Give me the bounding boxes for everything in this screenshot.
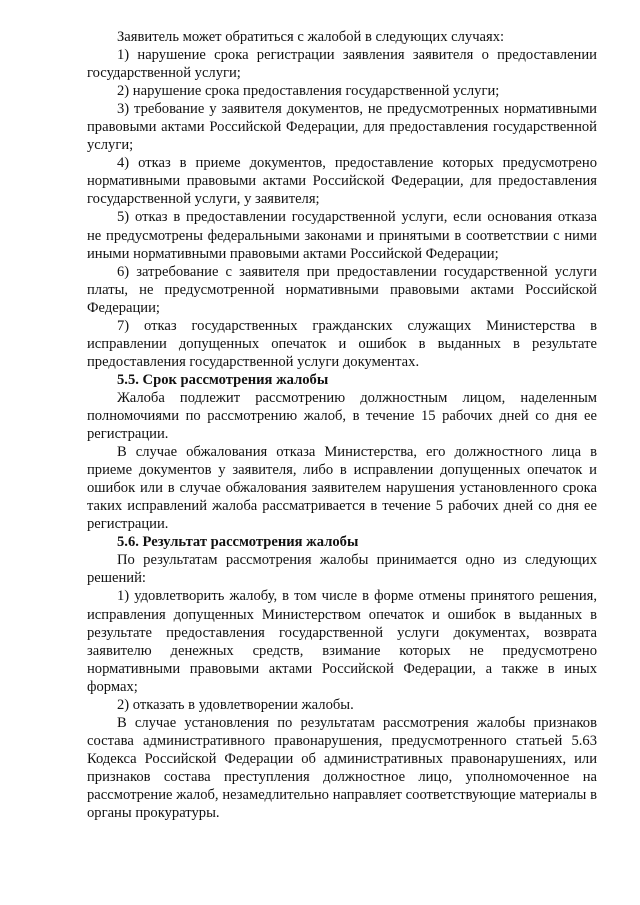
section-heading-5-6: 5.6. Результат рассмотрения жалобы bbox=[117, 534, 359, 551]
decision-option-1: 1) удовлетворить жалобу, в том числе в форме отмены принятого решения, исправления допущенных Министерством опечаток и ошибок в выданных в результате предоставления государственной услуги документах, возврата заявителю денежных средств, взимание которых не предусмотрено нормативными правовыми актами Российской Федерации, а также в иных формах; bbox=[87, 588, 597, 695]
section-5-6-intro: По результатам рассмотрения жалобы принимается одно из следующих решений: bbox=[87, 552, 597, 587]
document-page bbox=[87, 28, 597, 822]
section-5-5-paragraph-2: В случае обжалования отказа Министерства, его должностного лица в приеме документов у заявителя, либо в исправлении допущенных опечаток и ошибок или в случае обжалования заявителем нарушения установленного срока таких исправлений жалоба рассматривается в течение 5 рабочих дней со дня ее регистрации. bbox=[87, 444, 597, 533]
decision-option-2: 2) отказать в удовлетворении жалобы. bbox=[117, 696, 354, 713]
section-heading-5-5: 5.5. Срок рассмотрения жалобы bbox=[117, 371, 329, 388]
case-item-3: 3) требование у заявителя документов, не предусмотренных нормативными правовыми актами Российской Федерации, для предоставления государственной услуги; bbox=[87, 101, 597, 154]
case-item-5: 5) отказ в предоставлении государственной услуги, если основания отказа не предусмотрены федеральными законами и принятыми в соответствии с ними иными нормативными правовыми актами Российской Федерации; bbox=[87, 209, 597, 262]
intro-paragraph: Заявитель может обратиться с жалобой в следующих случаях: bbox=[117, 29, 505, 45]
section-5-6-closing: В случае установления по результатам рассмотрения жалобы признаков состава административного правонарушения, предусмотренного статьей 5.63 Кодекса Российской Федерации об административных правонарушениях, или признаков состава преступления должностное лицо, уполномоченное на рассмотрение жалоб, незамедлительно направляет соответствующие материалы в органы прокуратуры. bbox=[87, 714, 597, 822]
case-item-4: 4) отказ в приеме документов, предоставление которых предусмотрено нормативными правовыми актами Российской Федерации, для предоставления государственной услуги, у заявителя; bbox=[87, 155, 597, 208]
case-item-1: 1) нарушение срока регистрации заявления заявителя о предоставлении государственной услуги; bbox=[87, 47, 597, 82]
case-item-6: 6) затребование с заявителя при предоставлении государственной услуги платы, не предусмотренной нормативными правовыми актами Российской Федерации; bbox=[87, 263, 597, 316]
case-item-7: 7) отказ государственных гражданских служащих Министерства в исправлении допущенных опечаток и ошибок в выданных в результате предоставления государственной услуги документах. bbox=[87, 317, 597, 370]
case-item-2: 2) нарушение срока предоставления государственной услуги; bbox=[117, 83, 500, 100]
section-5-5-paragraph-1: Жалоба подлежит рассмотрению должностным лицом, наделенным полномочиями по рассмотрению жалоб, в течение 15 рабочих дней со дня ее регистрации. bbox=[87, 389, 597, 443]
